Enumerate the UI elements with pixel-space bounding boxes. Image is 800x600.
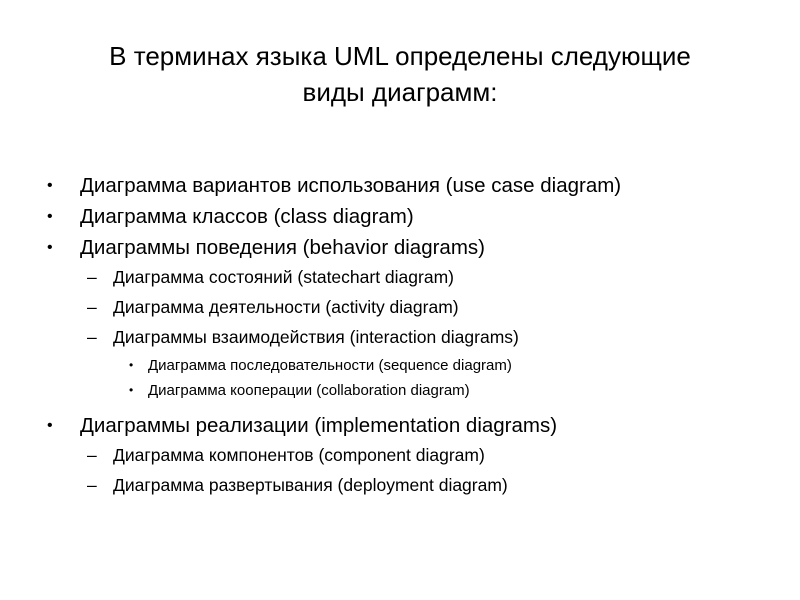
list-item-sequence-diagram — [129, 356, 800, 375]
bullet-dot-icon: • — [129, 358, 134, 372]
list-item-behavior-diagrams — [47, 235, 800, 260]
bullet-dot-icon: • — [47, 239, 53, 256]
list-item-text: Диаграмма кооперации (collaboration diagram) — [148, 382, 470, 399]
list-item-text: Диаграммы взаимодействия (interaction diagrams) — [113, 327, 519, 347]
bullet-dash-icon: – — [87, 327, 97, 347]
list-item-activity-diagram — [87, 296, 800, 318]
list-item-text: Диаграмма классов (class diagram) — [80, 205, 414, 228]
list-item-class-diagram — [47, 204, 800, 229]
bullet-dot-icon: • — [47, 208, 53, 225]
bullet-dash-icon: – — [87, 267, 97, 287]
title-line-1: В терминах языка UML определены следующие — [109, 41, 691, 71]
list-item-text: Диаграмма последовательности (sequence diagram) — [148, 357, 512, 374]
list-item-text: Диаграммы поведения (behavior diagrams) — [80, 236, 485, 259]
bullet-dash-icon: – — [87, 297, 97, 317]
list-item-text: Диаграмма вариантов использования (use case diagram) — [80, 174, 622, 197]
list-item-statechart-diagram — [87, 266, 800, 288]
list-item-deployment-diagram — [87, 474, 800, 496]
list-item-implementation-diagrams — [47, 413, 800, 438]
list-item-interaction-diagrams — [87, 326, 800, 348]
bullet-dot-icon: • — [47, 417, 53, 434]
bullet-dot-icon: • — [47, 177, 53, 194]
list-item-text: Диаграмма компонентов (component diagram) — [113, 445, 485, 465]
title-line-2: виды диаграмм: — [302, 77, 498, 107]
list-item-text: Диаграмма деятельности (activity diagram) — [113, 297, 459, 317]
bullet-dash-icon: – — [87, 475, 97, 495]
slide-title — [40, 38, 760, 110]
list-item-component-diagram — [87, 444, 800, 466]
list-item-collaboration-diagram — [129, 381, 800, 400]
list-item-text: Диаграммы реализации (implementation diagrams) — [80, 414, 558, 437]
list-item-text: Диаграмма состояний (statechart diagram) — [113, 267, 454, 287]
bullet-dot-icon: • — [129, 383, 134, 397]
bullet-dash-icon: – — [87, 445, 97, 465]
bullet-list — [0, 173, 800, 504]
list-item-text: Диаграмма развертывания (deployment diagram) — [113, 475, 508, 495]
list-item-use-case-diagram — [47, 173, 690, 198]
